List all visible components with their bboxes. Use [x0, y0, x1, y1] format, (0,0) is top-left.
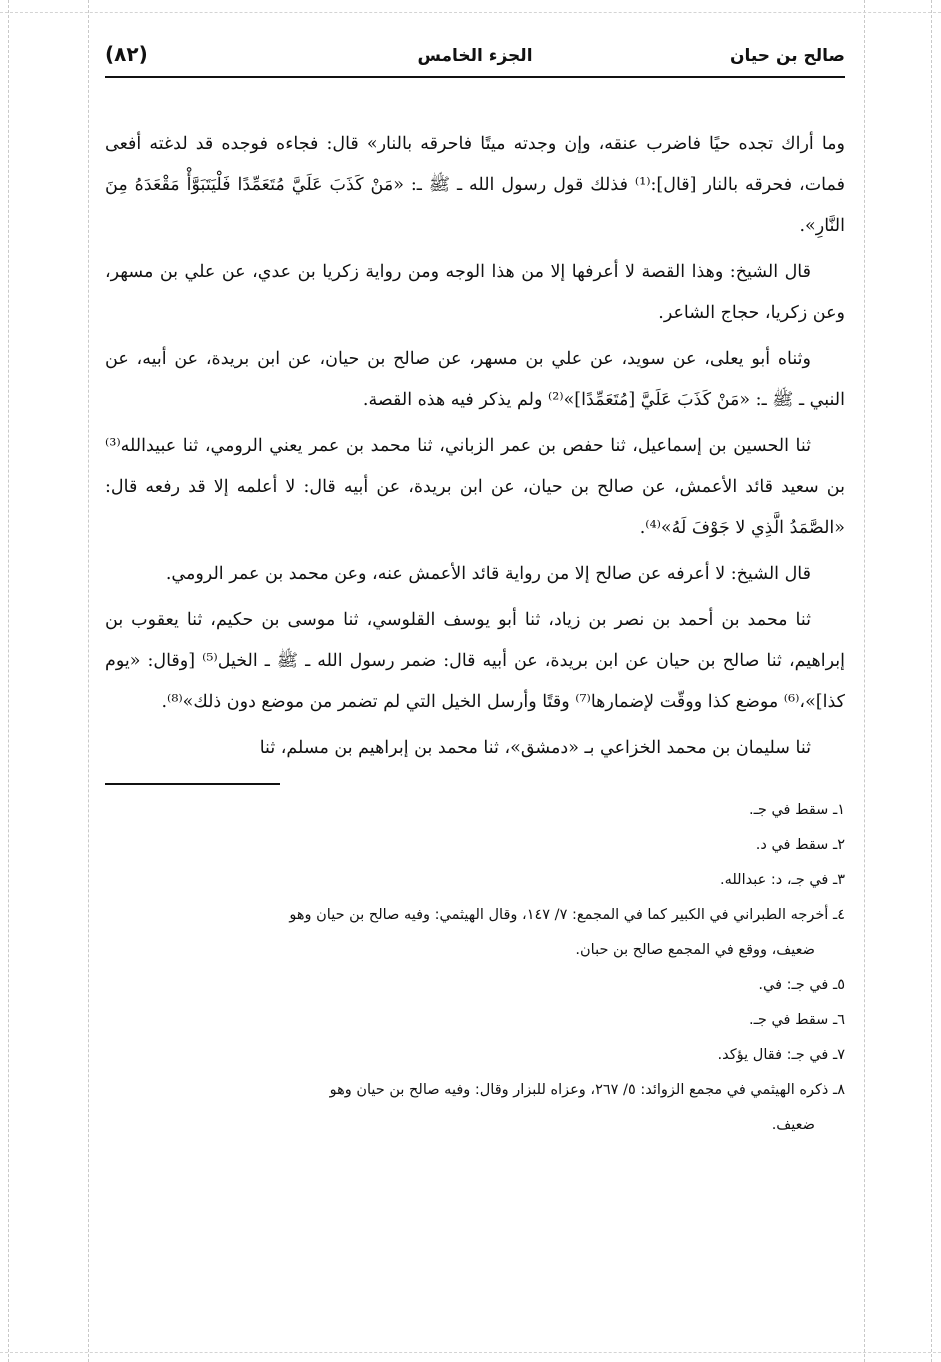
footnote: ٥ـ في جـ: في.	[758, 977, 845, 993]
scan-guide-line	[864, 0, 865, 1362]
paragraph: ثنا الحسين بن إسماعيل، ثنا حفص بن عمر الزباني، ثنا محمد بن عمر يعني الرومي، ثنا عبيدالله⁽³⁾ بن سعيد قائد الأعمش، عن صالح بن حيان، عن ابن بريدة، عن أبيه قال: لا أعلمه إلا قد رفعه قال: «الصَّمَدُ الَّذِي لا جَوْفَ لَهُ»⁽⁴⁾.	[105, 436, 845, 538]
footnote: ١ـ سقط في جـ.	[749, 802, 845, 818]
footnote: ٨ـ ذكره الهيثمي في مجمع الزوائد: ٥/ ٢٦٧، وعزاه للبزار وقال: وفيه صالح بن حيان وهو	[329, 1082, 845, 1098]
page-body	[105, 124, 845, 769]
header-section-title: الجزء الخامس	[417, 46, 533, 66]
footnote: ٤ـ أخرجه الطبراني في الكبير كما في المجمع: ٧/ ١٤٧، وقال الهيثمي: وفيه صالح بن حيان وهو	[289, 907, 845, 923]
page-header	[105, 38, 845, 78]
paragraph: ثنا محمد بن أحمد بن نصر بن زياد، ثنا أبو يوسف القلوسي، ثنا موسى بن حكيم، ثنا يعقوب بن إبراهيم، ثنا صالح بن حيان عن ابن بريدة، عن أبيه قال: ضمر رسول الله ـ ﷺ ـ الخيل⁽⁵⁾ [وقال: «يوم كذا]»،⁽⁶⁾ موضع كذا ووقّت لإضمارها⁽⁷⁾ وقتًا وأرسل الخيل التي لم تضمر من موضع دون ذلك»⁽⁸⁾.	[105, 610, 845, 712]
footnote-separator	[105, 783, 280, 785]
scan-guide-line	[0, 12, 941, 13]
footnote-continuation: ضعيف.	[771, 1117, 815, 1133]
scan-guide-line	[8, 0, 9, 1362]
page-number: (٨٢)	[105, 42, 148, 66]
scan-guide-line	[88, 0, 89, 1362]
scan-guide-line	[931, 0, 932, 1362]
paragraph: ثنا سليمان بن محمد الخزاعي بـ «دمشق»، ثنا محمد بن إبراهيم بن مسلم، ثنا	[259, 738, 811, 758]
header-person-name: صالح بن حيان	[729, 46, 845, 66]
book-page	[105, 38, 845, 1338]
paragraph: وما أراك تجده حيًا فاضرب عنقه، وإن وجدته ميتًا فاحرقه بالنار» قال: فجاءه فوجده قد لدغته أفعى فمات، فحرقه بالنار [قال]:⁽¹⁾ فذلك قول رسول الله ـ ﷺ ـ: «مَنْ كَذَبَ عَلَيَّ مُتَعَمِّدًا فَلْيَتَبَوَّأْ مَقْعَدَهُ مِنَ النَّارِ».	[105, 134, 845, 236]
paragraph: قال الشيخ: لا أعرفه عن صالح إلا من رواية قائد الأعمش عنه، وعن محمد بن عمر الرومي.	[165, 564, 811, 584]
footnote: ٦ـ سقط في جـ.	[749, 1012, 845, 1028]
footnote: ٣ـ في جـ، د: عبدالله.	[719, 872, 845, 888]
footnote: ٢ـ سقط في د.	[755, 837, 845, 853]
footnotes	[105, 793, 845, 1143]
footnote: ٧ـ في جـ: فقال يؤكد.	[717, 1047, 845, 1063]
scan-guide-line	[0, 1352, 941, 1353]
paragraph: قال الشيخ: وهذا القصة لا أعرفها إلا من هذا الوجه ومن رواية زكريا بن عدي، عن علي بن مسهر، وعن زكريا، حجاج الشاعر.	[105, 262, 845, 323]
paragraph: وثناه أبو يعلى، عن سويد، عن علي بن مسهر، عن صالح بن حيان، عن ابن بريدة، عن أبيه، عن النبي ـ ﷺ ـ: «مَنْ كَذَبَ عَلَيَّ [مُتَعَمِّدًا]»⁽²⁾ ولم يذكر فيه هذه القصة.	[105, 349, 845, 410]
footnote-continuation: ضعيف، ووقع في المجمع صالح بن حبان.	[575, 942, 815, 958]
